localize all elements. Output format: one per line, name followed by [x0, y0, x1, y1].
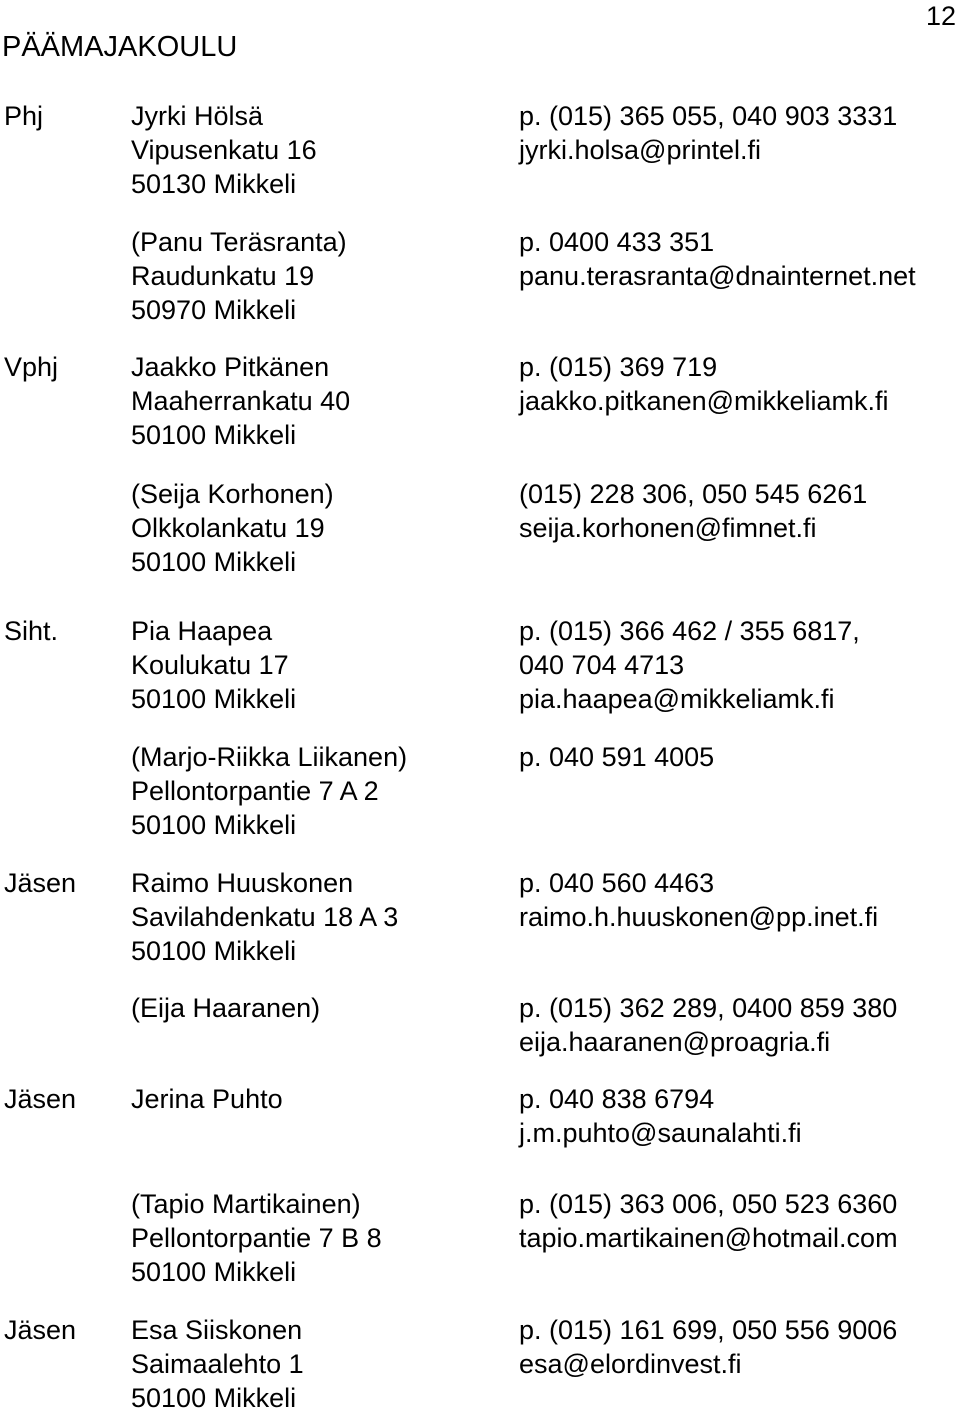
- member-entry: [0, 866, 960, 968]
- member-street: Koulukatu 17: [131, 650, 289, 680]
- page-number: 12: [925, 1, 956, 31]
- member-email: j.m.puhto@saunalahti.fi: [519, 1118, 802, 1148]
- member-city: 50100 Mikkeli: [131, 547, 297, 577]
- member-name: Jerina Puhto: [131, 1084, 283, 1114]
- member-role: Jäsen: [4, 1084, 77, 1114]
- member-street: Saimaalehto 1: [131, 1349, 304, 1379]
- member-phone: p. 040 838 6794: [519, 1084, 715, 1114]
- member-name: Esa Siiskonen: [131, 1315, 303, 1345]
- member-phone: p. (015) 366 462 / 355 6817,: [519, 616, 860, 646]
- member-role: Phj: [4, 101, 44, 131]
- member-email: seija.korhonen@fimnet.fi: [519, 513, 817, 543]
- member-phone: p. 040 591 4005: [519, 742, 715, 772]
- member-name: Jyrki Hölsä: [131, 101, 264, 131]
- member-email: jaakko.pitkanen@mikkeliamk.fi: [519, 386, 889, 416]
- member-entry: [0, 1313, 960, 1415]
- member-phone: p. 0400 433 351: [519, 227, 715, 257]
- member-city: 50100 Mikkeli: [131, 684, 297, 714]
- member-city: 50130 Mikkeli: [131, 169, 297, 199]
- member-entry: [0, 1187, 960, 1289]
- member-entry: [0, 614, 960, 716]
- member-street: Maaherrankatu 40: [131, 386, 351, 416]
- member-entry: [0, 740, 960, 842]
- member-name: (Tapio Martikainen): [131, 1189, 361, 1219]
- member-name: (Marjo-Riikka Liikanen): [131, 742, 408, 772]
- member-city: 50100 Mikkeli: [131, 810, 297, 840]
- member-street: Olkkolankatu 19: [131, 513, 325, 543]
- member-name: (Seija Korhonen): [131, 479, 334, 509]
- member-role: Siht.: [4, 616, 59, 646]
- member-name: Jaakko Pitkänen: [131, 352, 330, 382]
- member-city: 50100 Mikkeli: [131, 1257, 297, 1287]
- member-city: 50970 Mikkeli: [131, 295, 297, 325]
- member-street: Savilahdenkatu 18 A 3: [131, 902, 399, 932]
- member-entry: [0, 350, 960, 452]
- member-entry: [0, 991, 960, 1059]
- member-phone: p. (015) 369 719: [519, 352, 718, 382]
- member-email: tapio.martikainen@hotmail.com: [519, 1223, 898, 1253]
- member-entry: [0, 225, 960, 327]
- member-phone: p. (015) 363 006, 050 523 6360: [519, 1189, 898, 1219]
- member-email: esa@elordinvest.fi: [519, 1349, 742, 1379]
- member-phone: p. (015) 362 289, 0400 859 380: [519, 993, 898, 1023]
- member-email: jyrki.holsa@printel.fi: [519, 135, 761, 165]
- member-email: eija.haaranen@proagria.fi: [519, 1027, 831, 1057]
- page-title: PÄÄMAJAKOULU: [2, 31, 238, 63]
- member-city: 50100 Mikkeli: [131, 420, 297, 450]
- member-street: Vipusenkatu 16: [131, 135, 317, 165]
- member-email: pia.haapea@mikkeliamk.fi: [519, 684, 835, 714]
- member-street: Raudunkatu 19: [131, 261, 315, 291]
- member-entry: [0, 477, 960, 579]
- member-city: 50100 Mikkeli: [131, 1383, 297, 1413]
- member-street: Pellontorpantie 7 B 8: [131, 1223, 382, 1253]
- member-city: 50100 Mikkeli: [131, 936, 297, 966]
- member-phone: p. (015) 365 055, 040 903 3331: [519, 101, 898, 131]
- member-phone: p. 040 560 4463: [519, 868, 715, 898]
- member-entry: [0, 99, 960, 201]
- member-role: Jäsen: [4, 1315, 77, 1345]
- member-name: (Panu Teräsranta): [131, 227, 347, 257]
- member-name: Pia Haapea: [131, 616, 273, 646]
- member-name: Raimo Huuskonen: [131, 868, 354, 898]
- member-email: panu.terasranta@dnainternet.net: [519, 261, 916, 291]
- member-role: Vphj: [4, 352, 59, 382]
- member-phone: (015) 228 306, 050 545 6261: [519, 479, 868, 509]
- member-street: Pellontorpantie 7 A 2: [131, 776, 379, 806]
- member-phone: p. (015) 161 699, 050 556 9006: [519, 1315, 898, 1345]
- member-phone-2: 040 704 4713: [519, 650, 685, 680]
- member-role: Jäsen: [4, 868, 77, 898]
- member-name: (Eija Haaranen): [131, 993, 321, 1023]
- member-email: raimo.h.huuskonen@pp.inet.fi: [519, 902, 879, 932]
- member-entry: [0, 1082, 960, 1150]
